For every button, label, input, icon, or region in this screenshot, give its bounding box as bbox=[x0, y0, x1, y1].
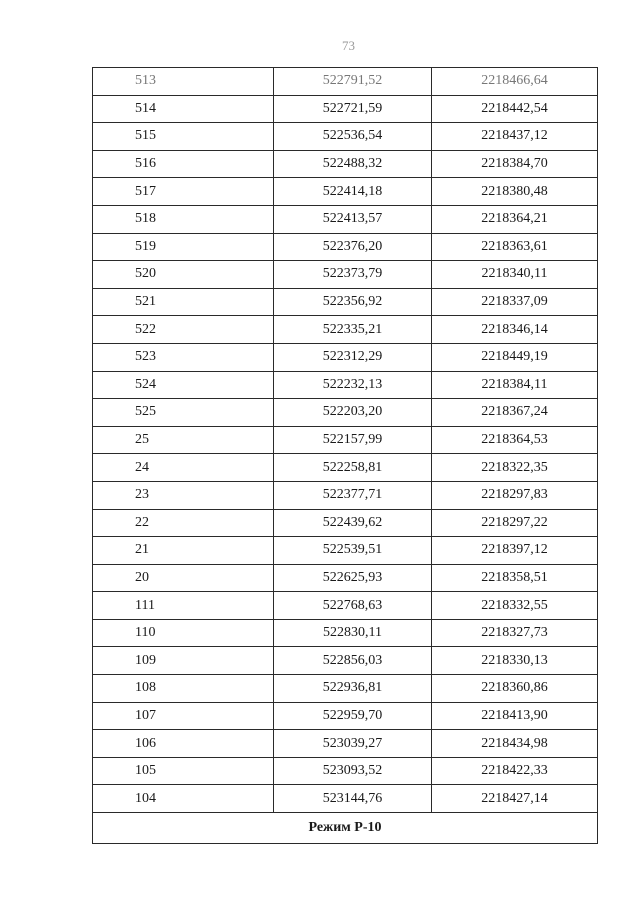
table-row bbox=[93, 757, 598, 785]
table-row bbox=[93, 675, 598, 703]
x-coordinate-cell: 522439,62 bbox=[274, 509, 432, 537]
point-number-cell: 25 bbox=[93, 426, 274, 454]
table-row bbox=[93, 454, 598, 482]
x-coordinate-cell: 523144,76 bbox=[274, 785, 432, 813]
x-coordinate-cell: 523039,27 bbox=[274, 730, 432, 758]
point-number-cell: 516 bbox=[93, 150, 274, 178]
x-coordinate-cell: 523093,52 bbox=[274, 757, 432, 785]
point-number-cell: 519 bbox=[93, 233, 274, 261]
point-number-cell: 520 bbox=[93, 261, 274, 289]
y-coordinate-cell: 2218297,22 bbox=[432, 509, 598, 537]
x-coordinate-cell: 522356,92 bbox=[274, 288, 432, 316]
y-coordinate-cell: 2218330,13 bbox=[432, 647, 598, 675]
y-coordinate-cell: 2218437,12 bbox=[432, 123, 598, 151]
y-coordinate-cell: 2218380,48 bbox=[432, 178, 598, 206]
y-coordinate-cell: 2218367,24 bbox=[432, 399, 598, 427]
x-coordinate-cell: 522536,54 bbox=[274, 123, 432, 151]
x-coordinate-cell: 522936,81 bbox=[274, 675, 432, 703]
table-row bbox=[93, 233, 598, 261]
table-row bbox=[93, 343, 598, 371]
x-coordinate-cell: 522376,20 bbox=[274, 233, 432, 261]
x-coordinate-cell: 522157,99 bbox=[274, 426, 432, 454]
point-number-cell: 518 bbox=[93, 205, 274, 233]
point-number-cell: 525 bbox=[93, 399, 274, 427]
y-coordinate-cell: 2218364,53 bbox=[432, 426, 598, 454]
y-coordinate-cell: 2218340,11 bbox=[432, 261, 598, 289]
y-coordinate-cell: 2218422,33 bbox=[432, 757, 598, 785]
table-row bbox=[93, 261, 598, 289]
table-row bbox=[93, 481, 598, 509]
y-coordinate-cell: 2218297,83 bbox=[432, 481, 598, 509]
x-coordinate-cell: 522413,57 bbox=[274, 205, 432, 233]
point-number-cell: 523 bbox=[93, 343, 274, 371]
y-coordinate-cell: 2218332,55 bbox=[432, 592, 598, 620]
y-coordinate-cell: 2218434,98 bbox=[432, 730, 598, 758]
y-coordinate-cell: 2218358,51 bbox=[432, 564, 598, 592]
x-coordinate-cell: 522232,13 bbox=[274, 371, 432, 399]
x-coordinate-cell: 522335,21 bbox=[274, 316, 432, 344]
point-number-cell: 108 bbox=[93, 675, 274, 703]
point-number-cell: 104 bbox=[93, 785, 274, 813]
point-number-cell: 517 bbox=[93, 178, 274, 206]
x-coordinate-cell: 522312,29 bbox=[274, 343, 432, 371]
y-coordinate-cell: 2218384,70 bbox=[432, 150, 598, 178]
x-coordinate-cell: 522373,79 bbox=[274, 261, 432, 289]
table-row bbox=[93, 123, 598, 151]
y-coordinate-cell: 2218363,61 bbox=[432, 233, 598, 261]
x-coordinate-cell: 522203,20 bbox=[274, 399, 432, 427]
point-number-cell: 514 bbox=[93, 95, 274, 123]
y-coordinate-cell: 2218442,54 bbox=[432, 95, 598, 123]
point-number-cell: 522 bbox=[93, 316, 274, 344]
table-row bbox=[93, 316, 598, 344]
point-number-cell: 513 bbox=[93, 68, 274, 96]
x-coordinate-cell: 522830,11 bbox=[274, 619, 432, 647]
page-number: 73 bbox=[342, 38, 355, 53]
point-number-cell: 23 bbox=[93, 481, 274, 509]
table-row bbox=[93, 509, 598, 537]
table-row bbox=[93, 399, 598, 427]
point-number-cell: 521 bbox=[93, 288, 274, 316]
table-row bbox=[93, 426, 598, 454]
regime-label: Режим Р-10 bbox=[93, 813, 598, 844]
point-number-cell: 515 bbox=[93, 123, 274, 151]
table-row bbox=[93, 619, 598, 647]
coordinates-table bbox=[92, 67, 598, 844]
table-row bbox=[93, 564, 598, 592]
x-coordinate-cell: 522414,18 bbox=[274, 178, 432, 206]
table-row bbox=[93, 537, 598, 565]
y-coordinate-cell: 2218322,35 bbox=[432, 454, 598, 482]
point-number-cell: 111 bbox=[93, 592, 274, 620]
table-row bbox=[93, 371, 598, 399]
y-coordinate-cell: 2218384,11 bbox=[432, 371, 598, 399]
table-row bbox=[93, 592, 598, 620]
table-row bbox=[93, 150, 598, 178]
x-coordinate-cell: 522625,93 bbox=[274, 564, 432, 592]
x-coordinate-cell: 522856,03 bbox=[274, 647, 432, 675]
x-coordinate-cell: 522721,59 bbox=[274, 95, 432, 123]
coordinates-table-body bbox=[93, 68, 598, 813]
table-footer-row bbox=[93, 813, 598, 844]
point-number-cell: 109 bbox=[93, 647, 274, 675]
y-coordinate-cell: 2218397,12 bbox=[432, 537, 598, 565]
x-coordinate-cell: 522539,51 bbox=[274, 537, 432, 565]
point-number-cell: 524 bbox=[93, 371, 274, 399]
point-number-cell: 107 bbox=[93, 702, 274, 730]
table-row bbox=[93, 178, 598, 206]
y-coordinate-cell: 2218466,64 bbox=[432, 68, 598, 96]
y-coordinate-cell: 2218327,73 bbox=[432, 619, 598, 647]
point-number-cell: 21 bbox=[93, 537, 274, 565]
y-coordinate-cell: 2218360,86 bbox=[432, 675, 598, 703]
table-row bbox=[93, 647, 598, 675]
x-coordinate-cell: 522768,63 bbox=[274, 592, 432, 620]
table-row bbox=[93, 785, 598, 813]
table-row bbox=[93, 702, 598, 730]
table-row bbox=[93, 205, 598, 233]
x-coordinate-cell: 522377,71 bbox=[274, 481, 432, 509]
y-coordinate-cell: 2218364,21 bbox=[432, 205, 598, 233]
x-coordinate-cell: 522488,32 bbox=[274, 150, 432, 178]
point-number-cell: 106 bbox=[93, 730, 274, 758]
point-number-cell: 24 bbox=[93, 454, 274, 482]
table-row bbox=[93, 730, 598, 758]
y-coordinate-cell: 2218337,09 bbox=[432, 288, 598, 316]
y-coordinate-cell: 2218427,14 bbox=[432, 785, 598, 813]
table-row bbox=[93, 95, 598, 123]
table-row bbox=[93, 288, 598, 316]
point-number-cell: 22 bbox=[93, 509, 274, 537]
point-number-cell: 105 bbox=[93, 757, 274, 785]
point-number-cell: 20 bbox=[93, 564, 274, 592]
table-row bbox=[93, 68, 598, 96]
point-number-cell: 110 bbox=[93, 619, 274, 647]
x-coordinate-cell: 522258,81 bbox=[274, 454, 432, 482]
y-coordinate-cell: 2218413,90 bbox=[432, 702, 598, 730]
x-coordinate-cell: 522791,52 bbox=[274, 68, 432, 96]
y-coordinate-cell: 2218346,14 bbox=[432, 316, 598, 344]
x-coordinate-cell: 522959,70 bbox=[274, 702, 432, 730]
y-coordinate-cell: 2218449,19 bbox=[432, 343, 598, 371]
